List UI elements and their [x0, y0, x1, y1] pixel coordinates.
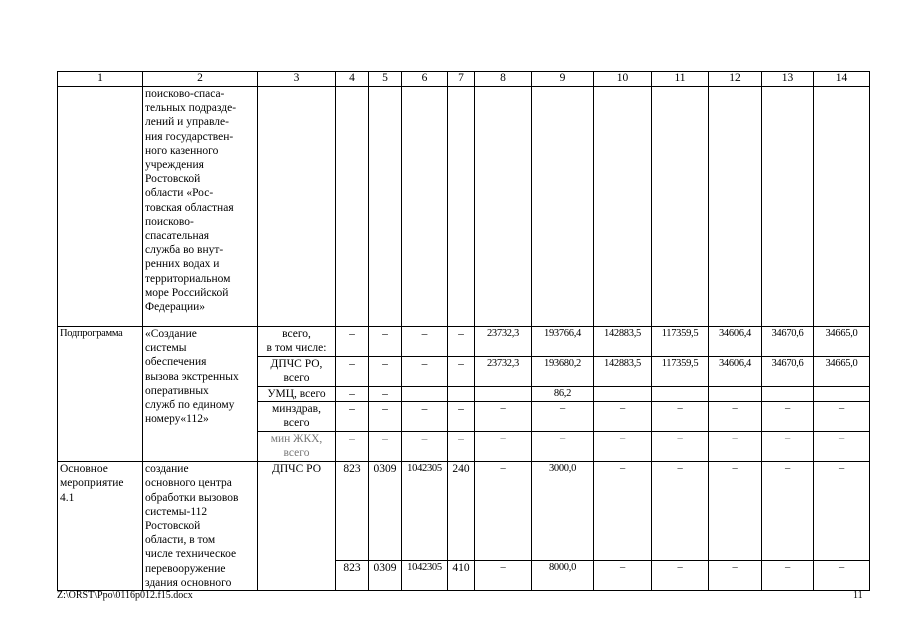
table-row [58, 462, 870, 560]
subprogram-name [143, 327, 258, 462]
cell-line: ренних водах и [145, 258, 220, 271]
cell-col13 [762, 87, 814, 327]
cell-line: вызова экстренных [145, 370, 239, 383]
value-cell: 86,2 [532, 387, 594, 402]
code-cell: – [402, 402, 448, 432]
value-cell: – [709, 560, 762, 590]
cell-line: обеспечения [145, 356, 207, 369]
cell-col9 [532, 87, 594, 327]
cell-line: всего [283, 372, 310, 385]
table-row [58, 87, 870, 327]
code-cell: – [336, 357, 369, 387]
value-cell: – [652, 432, 709, 462]
value-cell: – [814, 462, 870, 560]
value-cell: – [594, 462, 652, 560]
cell-line: области «Рос- [145, 187, 214, 200]
cell-col5 [369, 87, 402, 327]
code-cell: 410 [448, 560, 475, 590]
cell-col2 [143, 87, 258, 327]
executor-cell [258, 432, 336, 462]
value-cell: – [475, 462, 532, 560]
cell-line: всего [283, 447, 310, 460]
value-cell: 193680,2 [532, 357, 594, 387]
cell-line: служба во внут- [145, 244, 224, 257]
header-cell-13: 13 [762, 72, 814, 87]
cell-line: поисково- [145, 215, 194, 228]
value-cell: 3000,0 [532, 462, 594, 560]
value-cell: – [814, 402, 870, 432]
value-cell: – [652, 560, 709, 590]
cell-line: служб по единому [145, 399, 235, 412]
header-cell-2: 2 [143, 72, 258, 87]
header-cell-10: 10 [594, 72, 652, 87]
table-row [58, 327, 870, 357]
cell-col7 [448, 87, 475, 327]
code-cell: – [336, 432, 369, 462]
header-cell-6: 6 [402, 72, 448, 87]
value-cell: 142883,5 [594, 327, 652, 357]
value-cell: 117359,5 [652, 327, 709, 357]
value-cell: – [709, 462, 762, 560]
code-cell: 823 [336, 560, 369, 590]
cell-col14 [814, 87, 870, 327]
cell-line: УМЦ, всего [267, 388, 326, 400]
code-cell: 240 [448, 462, 475, 560]
cell-line: товская областная [145, 201, 234, 214]
value-cell: – [475, 432, 532, 462]
cell-line: системы-112 [145, 505, 208, 518]
code-cell: – [369, 402, 402, 432]
value-cell: 34665,0 [814, 357, 870, 387]
executor-cell [258, 357, 336, 387]
cell-line: мероприятие [60, 477, 124, 490]
executor-cell [258, 387, 336, 402]
value-cell [709, 387, 762, 402]
cell-col3 [258, 87, 336, 327]
cell-line: минздрав, [272, 403, 321, 416]
value-cell: – [532, 402, 594, 432]
cell-line: мин ЖКХ, [270, 433, 323, 446]
cell-line: здания основного [145, 576, 232, 589]
cell-line: ния государствен- [145, 130, 234, 143]
value-cell: – [652, 402, 709, 432]
cell-line: ДПЧС РО, [270, 358, 323, 370]
code-cell: 1042305 [402, 560, 448, 590]
budget-table [57, 71, 870, 591]
code-cell: – [336, 387, 369, 402]
value-cell: – [594, 432, 652, 462]
value-cell: – [762, 462, 814, 560]
value-cell: – [532, 432, 594, 462]
value-cell: – [594, 560, 652, 590]
value-cell: 23732,3 [475, 357, 532, 387]
code-cell: – [369, 387, 402, 402]
code-cell: – [369, 432, 402, 462]
measure-executor: ДПЧС РО [258, 462, 336, 591]
header-row [58, 72, 870, 87]
value-cell: – [762, 402, 814, 432]
cell-line: создание [145, 463, 189, 476]
header-cell-3: 3 [258, 72, 336, 87]
cell-col1 [58, 87, 143, 327]
code-cell: – [448, 327, 475, 357]
value-cell: 23732,3 [475, 327, 532, 357]
value-cell [762, 387, 814, 402]
cell-col4 [336, 87, 369, 327]
value-cell [814, 387, 870, 402]
value-cell: 34665,0 [814, 327, 870, 357]
cell-line: числе техническое [145, 548, 237, 561]
measure-label [58, 462, 143, 591]
cell-col6 [402, 87, 448, 327]
cell-line: Ростовской [145, 520, 201, 533]
code-cell: – [402, 432, 448, 462]
cell-line: Основное [60, 463, 108, 476]
header-cell-9: 9 [532, 72, 594, 87]
cell-line: лений и управле- [145, 116, 229, 129]
value-cell: – [814, 432, 870, 462]
code-cell: – [369, 327, 402, 357]
page-number: 11 [853, 590, 863, 601]
cell-line: море Российской [145, 286, 229, 299]
cell-line: «Создание [145, 328, 197, 340]
cell-line: номеру«112» [145, 413, 209, 426]
value-cell: – [762, 432, 814, 462]
value-cell: 193766,4 [532, 327, 594, 357]
code-cell [402, 387, 448, 402]
code-cell: 0309 [369, 462, 402, 560]
code-cell: – [448, 357, 475, 387]
cell-line: спасательная [145, 230, 210, 243]
value-cell: 34606,4 [709, 357, 762, 387]
cell-line: Ростовской [145, 173, 201, 186]
header-cell-11: 11 [652, 72, 709, 87]
header-cell-1: 1 [58, 72, 143, 87]
cell-col11 [652, 87, 709, 327]
cell-line: Федерации» [145, 301, 206, 314]
cell-line: области, в том [145, 534, 216, 547]
code-cell: – [369, 357, 402, 387]
cell-col10 [594, 87, 652, 327]
subprogram-label: Подпрограмма [58, 327, 143, 462]
code-cell: – [336, 327, 369, 357]
code-cell: – [336, 402, 369, 432]
cell-col12 [709, 87, 762, 327]
cell-line: учреждения [145, 159, 204, 172]
value-cell: 34670,6 [762, 327, 814, 357]
code-cell [448, 387, 475, 402]
value-cell: – [762, 560, 814, 590]
code-cell: – [448, 432, 475, 462]
cell-col8 [475, 87, 532, 327]
header-cell-4: 4 [336, 72, 369, 87]
measure-name [143, 462, 258, 591]
code-cell: 1042305 [402, 462, 448, 560]
cell-line: всего [283, 417, 310, 430]
value-cell: – [814, 560, 870, 590]
header-cell-7: 7 [448, 72, 475, 87]
value-cell [475, 387, 532, 402]
cell-line: поисково-спаса- [145, 88, 225, 100]
cell-line: ного казенного [145, 144, 219, 157]
value-cell: – [652, 462, 709, 560]
code-cell: – [402, 327, 448, 357]
file-path: Z:\ORST\Ppo\0116p012.f15.docx [57, 590, 193, 601]
cell-line: обработки вызовов [145, 491, 239, 504]
cell-line: 4.1 [60, 491, 75, 504]
code-cell: 0309 [369, 560, 402, 590]
value-cell: – [709, 402, 762, 432]
value-cell: 117359,5 [652, 357, 709, 387]
value-cell: 8000,0 [532, 560, 594, 590]
header-cell-12: 12 [709, 72, 762, 87]
cell-line: тельных подразде- [145, 102, 237, 115]
value-cell [652, 387, 709, 402]
executor-cell [258, 402, 336, 432]
header-cell-5: 5 [369, 72, 402, 87]
value-cell: 34670,6 [762, 357, 814, 387]
cell-line: перевооружение [145, 562, 226, 575]
cell-line: территориальном [145, 272, 231, 285]
value-cell: – [475, 560, 532, 590]
cell-line: всего, [282, 328, 311, 340]
cell-line: системы [145, 342, 187, 355]
code-cell: 823 [336, 462, 369, 560]
code-cell: – [402, 357, 448, 387]
value-cell: – [475, 402, 532, 432]
value-cell: – [594, 402, 652, 432]
value-cell: 142883,5 [594, 357, 652, 387]
header-cell-8: 8 [475, 72, 532, 87]
value-cell: – [709, 432, 762, 462]
value-cell [594, 387, 652, 402]
value-cell: 34606,4 [709, 327, 762, 357]
cell-line: оперативных [145, 384, 209, 397]
code-cell: – [448, 402, 475, 432]
header-cell-14: 14 [814, 72, 870, 87]
cell-line: в том числе: [266, 342, 327, 355]
cell-line: основного центра [145, 477, 232, 490]
executor-cell [258, 327, 336, 357]
